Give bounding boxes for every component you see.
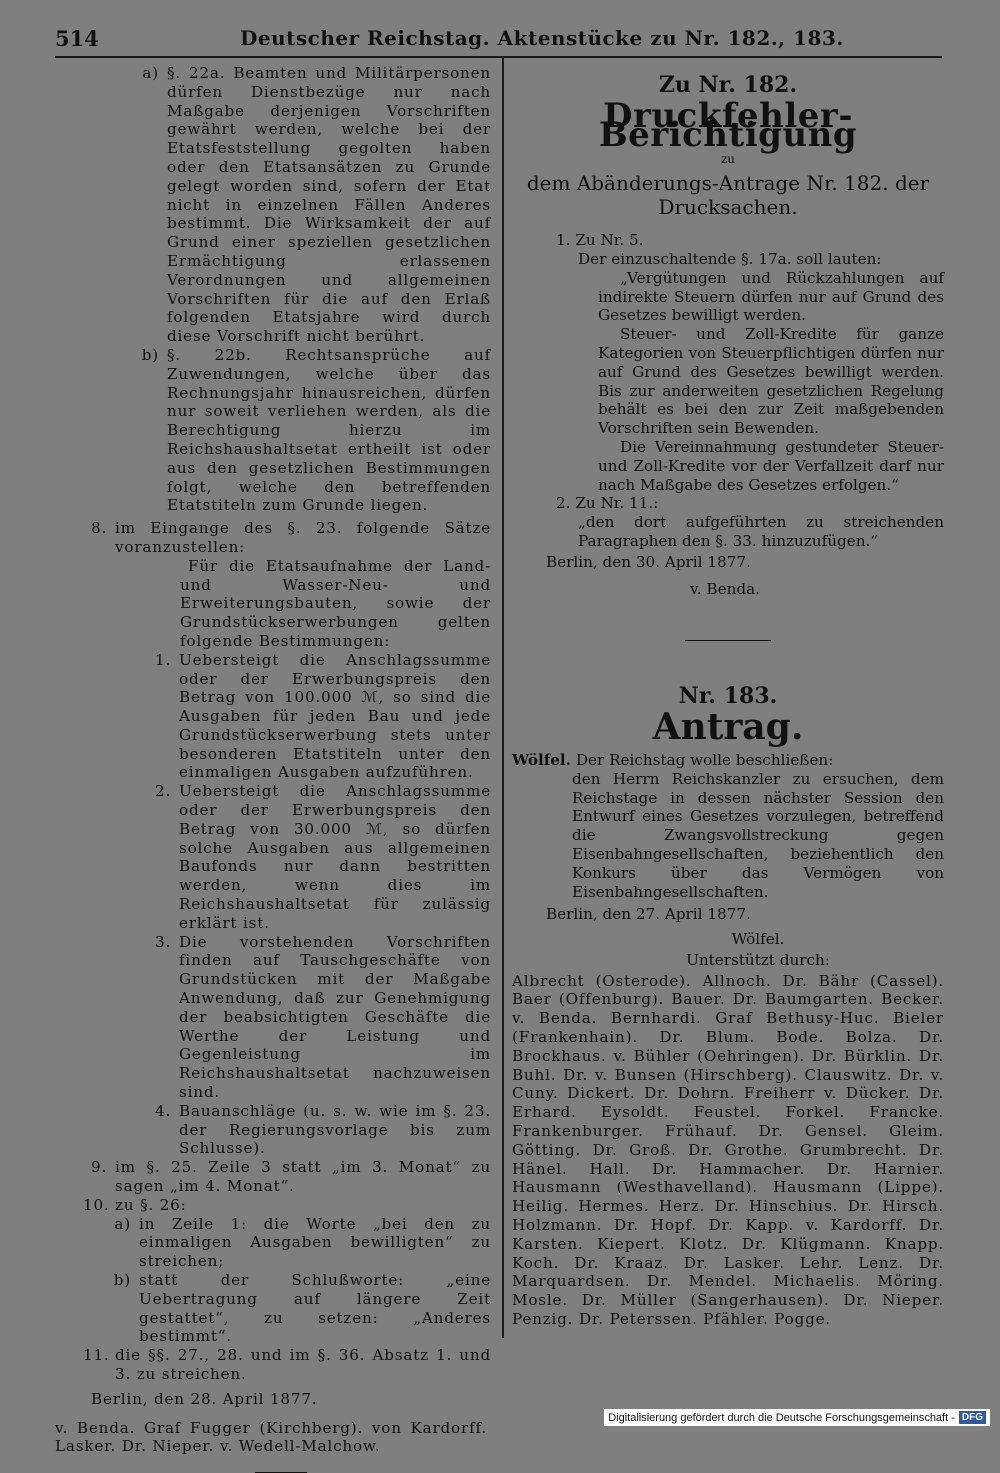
- item-text: im Eingange des §. 23. folgende Sätze voranzustellen:: [115, 519, 491, 556]
- item-heading: Zu Nr. 11.:: [575, 494, 659, 513]
- header-rule: [55, 56, 942, 58]
- item-8: [55, 519, 491, 557]
- item-heading: Zu Nr. 5.: [575, 231, 644, 250]
- item-10b: [55, 1271, 491, 1346]
- quote-paragraph: „Vergütungen und Rückzahlungen auf indirekte Steuern dürfen nur auf Grund des Gesetzes bewilligt werden.: [598, 268, 944, 325]
- item-text: im §. 25. Zeile 3 statt „im 3. Monat“ zu sagen „im 4. Monat“.: [115, 1158, 491, 1196]
- item-label: 3.: [155, 932, 172, 951]
- left-column: [55, 64, 491, 1473]
- antrag-text: den Herrn Reichskanzler zu ersuchen, dem Reichstage in dessen nächster Session den Entwurf eines Gesetzes vorzulegen, betreffend die Zwangsvollstreckung gegen Eisenbahngesellschaften, beziehentlich den Konkurs über das Vermögen von Eisenbahngesellschaften.: [572, 769, 944, 901]
- footer-credit: [604, 1409, 990, 1426]
- item-label: 1.: [155, 650, 172, 669]
- item-11: [55, 1346, 491, 1384]
- item-8-intro: Für die Etatsaufnahme der Land- und Wasser-Neu- und Erweiterungsbauten, sowie der Grundstückserwerbungen gelten folgende Bestimmungen:: [180, 556, 491, 650]
- item-text: statt der Schlußworte: „eine Uebertragung auf längere Zeit gestattet“, zu setzen: „Anderes bestimmt“.: [139, 1271, 491, 1346]
- item-label: 11.: [83, 1346, 110, 1365]
- dfg-logo: DFG: [959, 1411, 986, 1424]
- item-text: Die vorstehenden Vorschriften finden auf Tauschgeschäfte von Grundstücken mit der Maßgabe Anwendung, daß zur Genehmigung der beabsichtigten Geschäfte die Werthe der Leistung und Gegenleistung im Reichshaushaltsetat nachzuweisen sind.: [179, 932, 491, 1102]
- running-title: Deutscher Reichstag. Aktenstücke zu Nr. 182., 183.: [240, 26, 844, 50]
- item-label: 1.: [556, 231, 571, 250]
- quote-paragraph: Steuer- und Zoll-Kredite für ganze Kategorien von Steuerpflichtigen dürfen nur auf Grund des Gesetzes bewilligt werden. Bis zur anderweiten gesetzlichen Regelung behält es bei den zur Zeit maßgebenden Vorschriften sein Bewenden.: [598, 325, 944, 438]
- subitem-3: [55, 933, 491, 1102]
- item-10a: [55, 1215, 491, 1271]
- item-text: §. 22b. Rechtsansprüche auf Zuwendungen, welche über das Rechnungsjahr hinausreichen, dürfen nur soweit verliehen werden, als die Berechtigung hierzu im Reichshaushaltsetat ertheilt ist oder aus den gesetzlichen Bestimmungen folgt, welche den betreffenden Etatstiteln zum Grunde liegen.: [167, 345, 491, 515]
- item-text: Der einzuschaltende §. 17a. soll lauten:: [578, 249, 882, 268]
- item-9: [55, 1158, 491, 1196]
- correction-2: [512, 494, 944, 550]
- correction-1: [512, 231, 944, 494]
- right-column: [512, 64, 944, 1329]
- item-label: 10.: [83, 1195, 110, 1214]
- item-text: „den dort aufgeführten zu streichenden Paragraphen den §. 33. hinzuzufügen.“: [578, 513, 944, 550]
- supporters-list: Albrecht (Osterode). Allnoch. Dr. Bähr (Cassel). Baer (Offenburg). Bauer. Dr. Baumgarten. Becker. v. Benda. Bernhardi. Graf Bethusy-Huc. Bieler (Frankenhain). Dr. Blum. Bode. Bolza. Dr. Brockhaus. v. Bühler (Oehringen). Dr. Bürklin. Dr. Buhl. Dr. v. Bunsen (Hirschberg). Clauswitz. Dr. v. Cuny. Dickert. Dr. Dohrn. Freiherr v. Dücker. Dr. Erhard. Eysoldt. Feustel. Forkel. Francke. Frankenburger. Frühauf. Dr. Gensel. Gleim. Götting. Dr. Groß. Dr. Grothe. Grumbrecht. Dr. Hänel. Hall. Dr. Hammacher. Dr. Harnier. Hausmann (Westhavelland). Hausmann (Lippe). Heilig. Hermes. Herz. Dr. Hinschius. Dr. Hirsch. Holzmann. Dr. Hopf. Dr. Kapp. v. Kardorff. Dr. Karsten. Kiepert. Klotz. Dr. Klügmann. Knapp. Koch. Dr. Kraaz. Dr. Lasker. Lehr. Lenz. Dr. Marquardsen. Dr. Mendel. Michaelis. Möring. Mosle. Dr. Müller (Sangerhausen). Dr. Nieper. Penzig. Dr. Peterssen. Pfähler. Pogge.: [512, 971, 944, 1329]
- item-text: §. 22a. Beamten und Militärpersonen dürfen Dienstbezüge nur nach Maßgabe derjenigen Vorschriften gewährt werden, welche bei der Etatsfeststellung gegolten haben oder den Etatsansätzen zu Grunde gelegt worden sind, sofern der Etat nicht in einzelnen Fällen Anderes bestimmt. Die Wirksamkeit der auf Grund einer speziellen gesetzlichen Ermächtigung erlassenen Verordnungen und allgemeinen Vorschriften für die auf den Erlaß folgenden Etatsjahre wird durch diese Vorschrift nicht berührt.: [167, 64, 491, 346]
- left-signatures: v. Benda. Graf Fugger (Kirchberg). von Kardorff. Lasker. Dr. Nieper. v. Wedell-Malchow.: [55, 1418, 487, 1456]
- item-b: [55, 346, 491, 515]
- subitem-1: [55, 651, 491, 783]
- antrag-intro: [512, 751, 944, 770]
- section-divider: [685, 640, 771, 641]
- item-text: die §§. 27., 28. und im §. 36. Absatz 1. und 3. zu streichen.: [115, 1346, 491, 1383]
- item-label: 4.: [155, 1101, 172, 1120]
- footer-text: Digitalisierung gefördert durch die Deutsche Forschungsgemeinschaft -: [608, 1411, 955, 1424]
- item-label: a): [114, 1214, 131, 1233]
- right-sign-2: Wölfel.: [731, 930, 785, 949]
- quote-paragraph: Die Vereinnahmung gestundeter Steuer- und Zoll-Kredite vor der Verfallzeit darf nur nach Maßgabe des Gesetzes erfolgen.“: [598, 437, 944, 494]
- subitem-4: [55, 1102, 491, 1158]
- item-label: 2.: [155, 782, 172, 801]
- item-label: b): [113, 1271, 131, 1289]
- subitem-2: [55, 782, 491, 932]
- item-text: Uebersteigt die Anschlagssumme oder der Erwerbungspreis den Betrag von 100.000 ℳ, so sind die Ausgaben für jeden Bau und jede Grundstückserwerbung stets unter besonderen Etatstiteln unter den einmaligen Ausgaben aufzuführen.: [179, 650, 491, 782]
- item-label: a): [142, 64, 159, 82]
- item-label: 9.: [91, 1158, 108, 1177]
- right-sign-1: v. Benda.: [690, 579, 760, 598]
- left-date: Berlin, den 28. April 1877.: [91, 1389, 318, 1408]
- right-date-1: Berlin, den 30. April 1877.: [546, 552, 751, 571]
- item-label: 2.: [556, 494, 571, 513]
- item-text: Uebersteigt die Anschlagssumme oder der Erwerbungspreis den Betrag von 30.000 ℳ, so dürfen solche Ausgaben aus allgemeinen Baufonds nur dann bestritten werden, wenn dies im Reichshaushaltsetat für zulässig erklärt ist.: [179, 782, 491, 932]
- item-text: zu §. 26:: [115, 1195, 187, 1214]
- item-label: b): [141, 345, 159, 364]
- section-heading-183: Nr. 183.: [678, 683, 778, 710]
- item-text: in Zeile 1: die Worte „bei den zu einmaligen Ausgaben bewilligten“ zu streichen;: [139, 1214, 491, 1271]
- item-a: [55, 64, 491, 346]
- title-connector: zu: [720, 152, 736, 167]
- section-subtitle: dem Abänderungs-Antrage Nr. 182. der Drucksachen.: [526, 171, 930, 220]
- section-heading-182: Zu Nr. 182.: [658, 72, 798, 98]
- page-number: 514: [55, 26, 99, 51]
- item-label: 8.: [91, 519, 108, 538]
- supported-by-label: Unterstützt durch:: [686, 950, 830, 969]
- item-text: Bauanschläge (u. s. w. wie im §. 23. der Regierungsvorlage bis zum Schlusse).: [179, 1101, 491, 1158]
- antrag-line: Der Reichstag wolle beschließen:: [575, 750, 834, 769]
- item-10: [55, 1196, 491, 1215]
- column-divider: [502, 58, 504, 1338]
- mover-name: Wölfel.: [512, 750, 571, 769]
- page-header: [55, 22, 940, 56]
- antrag-title: Antrag.: [652, 706, 804, 749]
- right-date-2: Berlin, den 27. April 1877.: [546, 905, 751, 924]
- section-title: Druckfehler-Berichtigung: [598, 95, 858, 155]
